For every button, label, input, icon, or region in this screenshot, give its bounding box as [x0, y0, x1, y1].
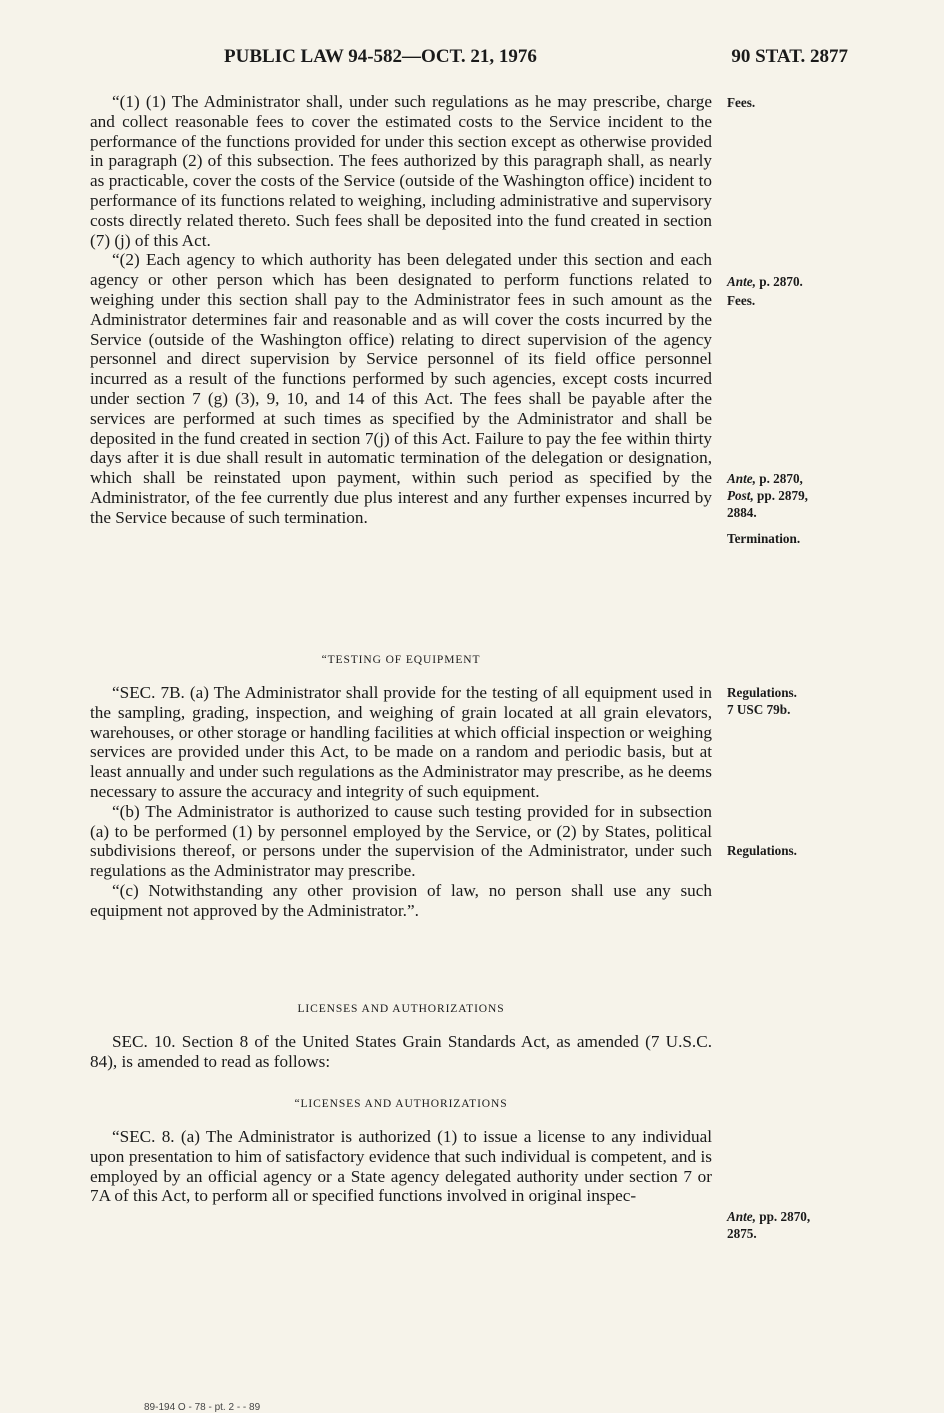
- margin-note-regulations-1: Regulations. 7 USC 79b.: [727, 685, 797, 717]
- margin-note-fees-1: Fees.: [727, 95, 756, 110]
- section-heading-testing: “TESTING OF EQUIPMENT: [321, 654, 481, 666]
- paragraph-fees-2: “(2) Each agency to which authority has been delegated under this section and each agency or other person which has been designated to perform functions related to weighing under this section shall pay to the Administrator fees in such amount as the Administrator determines fair and reasonable and as will cover the costs incurred by the Service (outside of the Washington office) relating to direct supervision of the agency personnel and direct supervision by Service personnel of its field office personnel incurred as a result of the functions performed by such agencies, except costs incurred under section 7 (g) (3), 9, 10, and 14 of this Act. The fees shall be payable after the services are performed at such times as specified by the Administrator and shall be deposited in the fund created in section 7(j) of this Act. Failure to pay the fee within thirty days after it is due shall result in automatic termination of the delegation or designation, which shall be reinstated upon payment, within such period as specified by the Administrator, of the fee currently due plus interest and any further expenses incurred by the Service because of such termination.: [90, 250, 712, 527]
- section-heading-licenses-quoted: “LICENSES AND AUTHORIZATIONS: [294, 1098, 508, 1110]
- margin-note-regulations-2: Regulations.: [727, 843, 797, 858]
- paragraph-sec-7b-b: “(b) The Administrator is authorized to cause such testing provided for in subsection (a) to be performed (1) by personnel employed by the Service, or (2) by States, political subdivisions thereof, or persons under the supervision of the Administrator, under such regulations as the Administrator may prescribe.: [90, 801, 712, 881]
- paragraph-fees-1: “(1) (1) The Administrator shall, under such regulations as he may prescribe, charge and collect reasonable fees to cover the estimated costs to the Service incident to the performance of the functions provided for under this section except as otherwise provided in paragraph (2) of this subsection. The fees authorized by this paragraph shall, as nearly as practicable, cover the costs of the Service (outside of the Washington office) incident to performance of its functions related to weighing, including administrative and supervisory costs directly related thereto. Such fees shall be deposited into the fund created in section (7) (j) of this Act.: [90, 92, 712, 250]
- margin-note-ante-post: Ante, p. 2870, Post, pp. 2879, 2884.: [727, 471, 808, 520]
- heading-testing-block: [90, 651, 712, 671]
- page-header: [0, 46, 944, 72]
- paragraph-sec-8-a: “SEC. 8. (a) The Administrator is authorized (1) to issue a license to any individual upon presentation to him of satisfactory evidence that such individual is competent, and is employed by an official agency or a State agency delegated authority under section 7 or 7A of this Act, to perform all or specified functions involved in original inspec-: [90, 1127, 712, 1206]
- paragraph-sec-7b-a: “SEC. 7B. (a) The Administrator shall provide for the testing of all equipment used in the sampling, grading, inspection, and weighing of grain located at all grain elevators, warehouses, or other storage or handling facilities at which official inspection or weighing services are provided under this Act, to be made on a random and periodic basis, but at least annually and under such regulations as the Administrator may prescribe, as he deems necessary to assure the accuracy and integrity of such equipment.: [90, 683, 712, 801]
- main-text-block-2: [90, 683, 712, 921]
- main-text-block-4: [90, 1127, 712, 1206]
- paragraph-sec-10: SEC. 10. Section 8 of the United States Grain Standards Act, as amended (7 U.S.C. 84), is amended to read as follows:: [90, 1032, 712, 1071]
- main-text-block-1: [90, 92, 712, 528]
- footer-printing-code: 89-194 O - 78 - pt. 2 - - 89: [144, 1402, 261, 1413]
- margin-note-ante-1: Ante, p. 2870.: [727, 274, 803, 289]
- main-text-block-3: [90, 1032, 712, 1072]
- margin-note-ante-3: Ante, pp. 2870, 2875.: [727, 1209, 811, 1241]
- heading-licenses-block: [90, 1000, 712, 1020]
- margin-note-fees-2: Fees.: [727, 293, 756, 308]
- header-stat-page: 90 STAT. 2877: [731, 46, 848, 67]
- section-heading-licenses: LICENSES AND AUTHORIZATIONS: [297, 1003, 505, 1015]
- paragraph-sec-7b-c: “(c) Notwithstanding any other provision of law, no person shall use any such equipment not approved by the Administrator.”.: [90, 880, 712, 920]
- heading-licenses-quoted-block: [90, 1095, 712, 1115]
- margin-note-termination: Termination.: [727, 531, 801, 546]
- header-title: PUBLIC LAW 94-582—OCT. 21, 1976: [224, 46, 537, 67]
